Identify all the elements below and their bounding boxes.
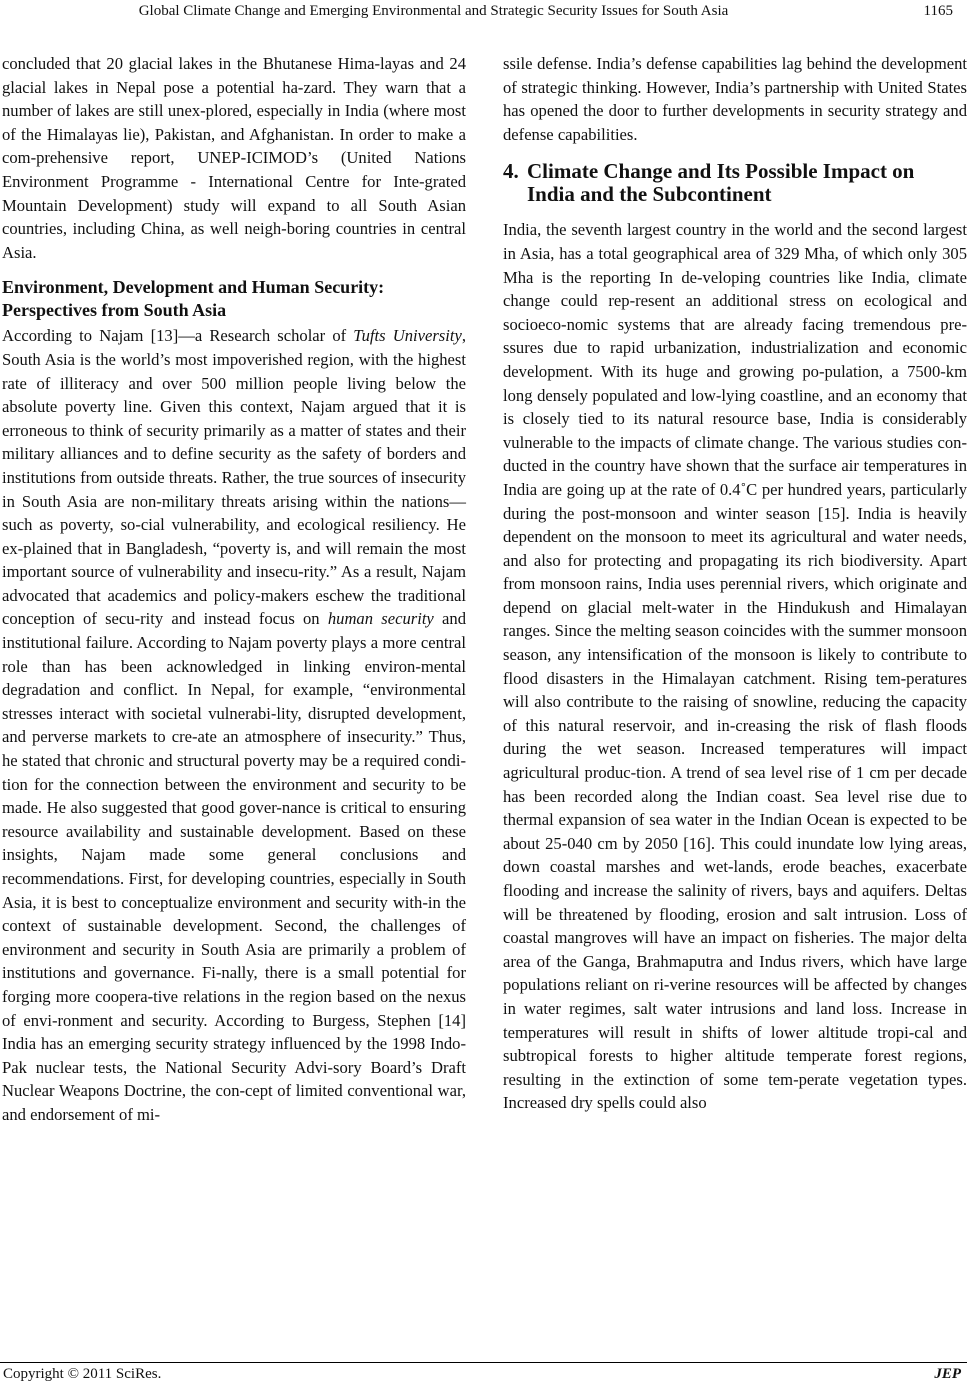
italic-tufts: Tufts University	[353, 326, 462, 346]
italic-human-security: human security	[327, 609, 434, 629]
text-run: and institutional failure. According to Najam poverty plays a more central role than has been acknowledged in linking environ-mental degradation and conflict. In Nepal, for example, “environmental stresses interact with societal vulnerabi-lity, disrupted development, and perverse markets to cre-ate an atmosphere of insecurity.” Thus, he stated that chronic and structural poverty may be a required condi-tion for the connection between the environment and security to be made. He also suggested that good gover-nance is critical to ensuring resource availability and sustainable development. Based on these insights, Najam made some general conclusions and recommendations. First, for developing countries, especially in South Asia, it is best to conceptualize environment and security with-in the context of sustainable development. Second, the challenges of environment and security in South Asia are primarily a problem of institutions and governance. Fi-nally, there is a small potential for forging more coopera-tive relations in the region based on the nexus of envi-ronment and security. According to Burgess, Stephen [14] India has an emerging security strategy influenced by the 1998 Indo-Pak nuclear tests, the National Security Advi-sory Board’s Draft Nuclear Weapons Doctrine, the con-cept of limited conventional war, and endorsement of mi-	[2, 609, 467, 1124]
paragraph-najam	[2, 324, 466, 1126]
text-run: According to Najam [13]—a Research scholar of	[2, 326, 354, 346]
text-run: , South Asia is the world’s most impoverished region, with the highest rate of illiteracy and over 500 million people living below the absolute poverty line. Given this context, Najam argued that it is erroneous to think of security primarily as a matter of states and their military alliances and to define security as the safety of borders and institutions from outside threats. Rather, the true sources of insecurity in South Asia are non-military threats arising within the nations—such as poverty, so-cial vulnerability, and ecological resiliency. He ex-plained that in Bangladesh, “poverty is, and will remain the most important source of vulnerability and insecu-rity.” As a result, Najam advocated that academics and policy-makers eschew the traditional conception of secu-rity and instead focus on	[2, 326, 466, 629]
left-column	[2, 52, 466, 1127]
subheading-human-security: Environment, Development and Human Security: Perspectives from South Asia	[2, 277, 385, 321]
page-number: 1165	[923, 3, 953, 19]
paragraph-glacial-lakes: concluded that 20 glacial lakes in the Bhutanese Hima-layas and 24 glacial lakes in Nepal pose a potential ha-zard. They warn that a number of lakes are still unex-plored, especially in India (where most of the Himalayas lie), Pakistan, and Afghanistan. In order to make a com-prehensive report, UNEP-ICIMOD’s (United Nations Environment Programme - International Centre for Inte-grated Mountain Development) study will expand to all South Asian countries, including China, as well neigh-boring countries in central Asia.	[2, 54, 466, 262]
right-column	[503, 52, 967, 1115]
paragraph-missile-defense: ssile defense. India’s defense capabilities lag behind the development of strategic thinking. However, India’s partnership with United States has opened the door to further developments in security strategy and defense capabilities.	[503, 54, 967, 144]
section-number: 4.	[503, 159, 519, 184]
running-title: Global Climate Change and Emerging Environmental and Strategic Security Issues for South Asia	[138, 3, 729, 19]
section-title: Climate Change and Its Possible Impact on India and the Subcontinent	[527, 159, 915, 207]
running-header	[0, 3, 967, 25]
footer-divider	[0, 1362, 967, 1363]
footer-journal: JEP	[934, 1366, 961, 1382]
section-heading	[503, 160, 967, 206]
footer-copyright: Copyright © 2011 SciRes.	[3, 1366, 162, 1382]
paragraph-india-climate: India, the seventh largest country in the world and the second largest in Asia, has a total geographical area of 329 Mha, of which only 305 Mha is the reporting In de-veloping countries like India, climate change could rep-resent an additional stress on ecological and socioeco-nomic systems that are already facing tremendous pre-ssures due to rapid urbanization, industrialization and economic development. With its huge and growing po-pulation, a 7500-km long densely populated and low-lying coastline, and an economy that is closely tied to its natural resource base, India is considerably vulnerable to the impacts of climate change. The various studies con-ducted in the country have shown that the surface air temperatures in India are going up at the rate of 0.4˚C per hundred years, particularly during the post-monsoon and winter season [15]. India is heavily dependent on the monsoon to meet its agricultural and water needs, and also for protecting and propagating its rich biodiversity. Apart from monsoon rains, India uses perennial rivers, which originate and depend on glacial melt-water in the Hindukush and Himalayan ranges. Since the melting season coincides with the summer monsoon season, any intensification of the monsoon is likely to contribute to flood disasters in the Himalayan catchment. Rising tem-peratures will also contribute to the raising of snowline, reducing the capacity of this natural reservoir, and in-creasing the risk of flash floods during the wet season. Increased temperatures will impact agricultural produc-tion. A trend of sea level rise of 1 cm per decade has been recorded along the Indian coast. Sea level rise due to thermal expansion of sea water in the Indian Ocean is expected to be about 25-040 cm by 2050 [16]. This could inundate low lying areas, down coastal marshes and wet-lands, erode beaches, exacerbate flooding and increase the salinity of rivers, bays and aquifers. Deltas will be threatened by flooding, erosion and salt intrusion. Loss of coastal mangroves will have an impact on fisheries. The major delta area of the Ganga, Brahmaputra and Indus rivers, which have large populations reliant on ri-verine resources will be affected by changes in water regimes, salt water intrusions and land loss. Increase in temperatures will result in shifts of lower altitude tropi-cal and subtropical forests to higher altitude temperate forest regions, resulting in the extinction of some tem-perate vegetation types. Increased dry spells could also	[503, 220, 967, 1113]
